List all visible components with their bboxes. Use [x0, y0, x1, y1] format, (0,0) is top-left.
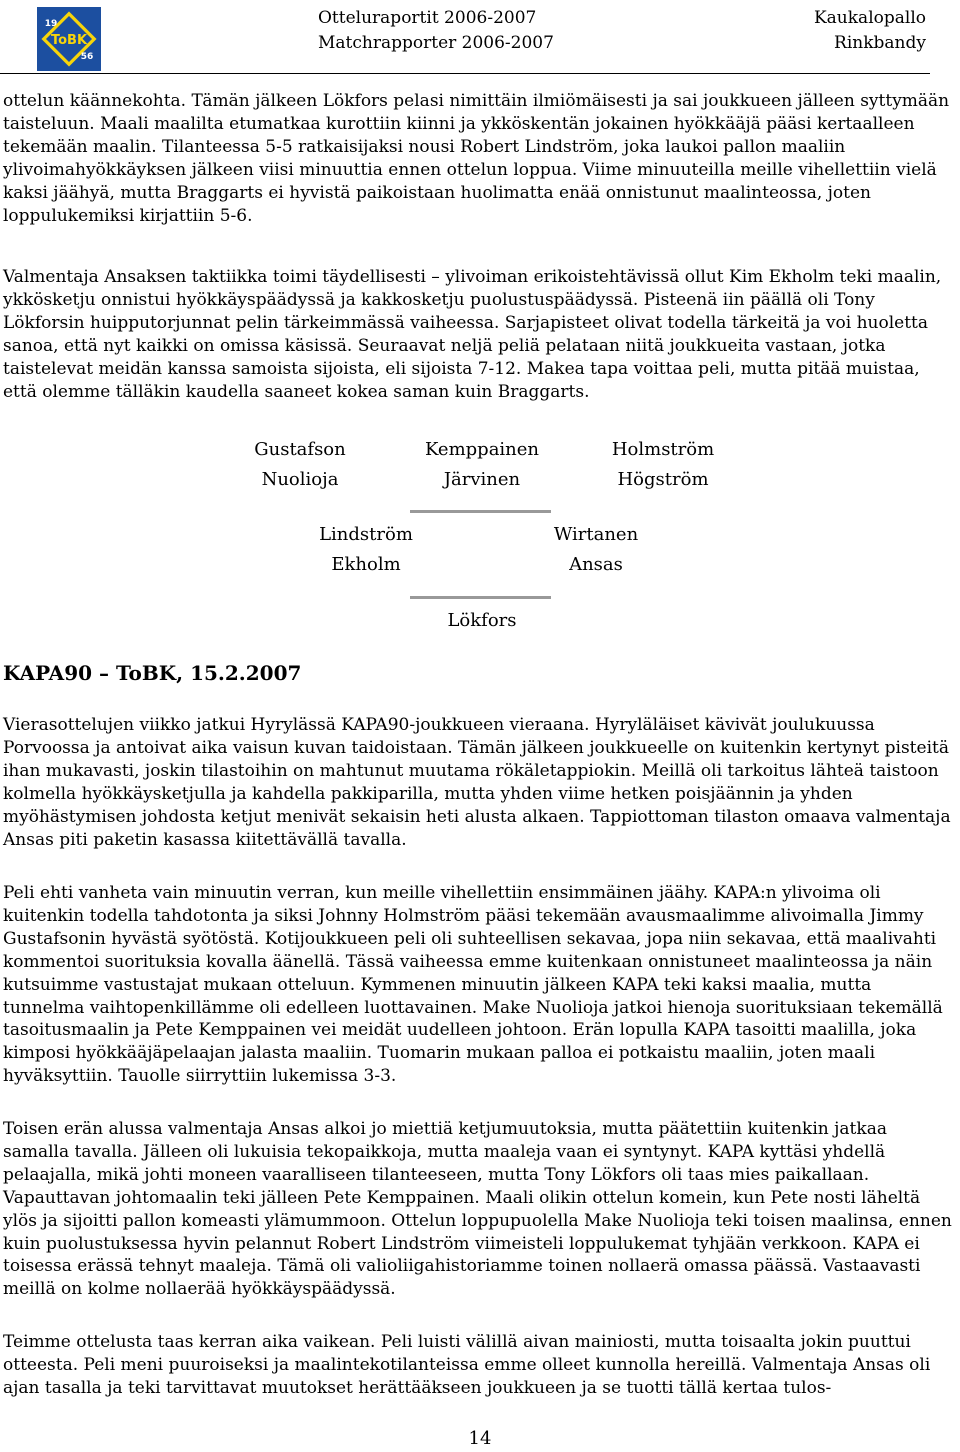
lineup-forward-left-2: Nuolioja [261, 469, 339, 490]
lineup-forward-right-1: Holmström [611, 439, 715, 460]
report-paragraph-4: Teimme ottelusta taas kerran aika vaikean. Peli luisti välillä aivan mainiosti, mutta toisaalta jokin puuttui otteesta. Peli meni puuroiseksi ja maalintekotilanteissa emme olleet kunnolla hereillä. Valmentaja Ansas oli ajan tasalla ja teki tarvittavat muutokset herättääkseen joukkueen ja se tuotti tällä kertaa tulos- [3, 1332, 931, 1398]
report-paragraph-3: Toisen erän alussa valmentaja Ansas alkoi jo miettiä ketjumuutoksia, mutta päätettiin kuitenkin jatkaa samalla tavalla. Jälleen oli lukuisia tekopaikkoja, mutta maaleja vaan ei syntynyt. KAPA kyttäsi yhdellä pelaajalla, mikä johti moneen vaaralliseen tilanteeseen, mutta Tony Lökfors oli taas mies paikallaan. Vapauttavan johtomaalin teki jälleen Pete Kemppainen. Maali olikin ottelun komein, kun Pete nosti läheltä ylös ja sijoitti pallon komeasti ylämummoon. Ottelun loppupuolella Make Nuolioja teki toisen maalinsa, ennen kuin puolustuksessa hyvin pelannut Robert Lindström viimeisteli loppulukemat tyhjään verkkoon. KAPA ei toisessa erässä tehnyt maaleja. Tämä oli valioliigahistoriamme toinen nollaerä omassa päässä. Vastaavasti meillä on kolme nollaerää hyökkäyspäädyssä. [3, 1119, 952, 1300]
lineup-line [410, 596, 551, 599]
lineup-forward-center-1: Kemppainen [424, 439, 540, 460]
logo-year-left: 19 [44, 19, 58, 29]
match-heading: KAPA90 – ToBK, 15.2.2007 [3, 661, 302, 685]
paragraph-coach-tactics: Valmentaja Ansaksen taktiikka toimi täydellisesti – ylivoiman erikoistehtävissä ollut Kim Ekholm teki maalin, ykkösketju onnistui hyökkäyspäädyssä ja kakkosketju puolustuspäädyssä. Pisteenä iin päällä oli Tony Lökforsin huipputorjunnat pelin tärkeimmässä vaiheessa. Sarjapisteet olivat todella tärkeitä ja voi huoletta sanoa, että nyt kaikki on omissa käsissä. Seuraavat neljä peliä pelataan niitä joukkueita vastaan, jotka taistelevat meidän kanssa samoista sijoista, eli sijoista 7-12. Makea tapa voittaa peli, mutta pitää muistaa, että olemme tälläkin kaudella saaneet kokea saman kuin Braggarts. [3, 267, 942, 402]
report-paragraph-1: Vierasottelujen viikko jatkui Hyrylässä KAPA90-joukkueen vieraana. Hyryläläiset kävivät joulukuussa Porvoossa ja antoivat aika vaisun kuvan taidoistaan. Tämän jälkeen joukkueelle on kuitenkin kertynyt pisteitä ihan mukavasti, joskin tilastoihin on mahtunut muutama rökäletappiokin. Meillä oli tarkoitus lähteä taistoon kolmella hyökkäysketjulla ja kahdella pakkiparilla, mutta yhden viime hetken poisjäännin ja yhden myöhästymisen johdosta ketjut menivät sekaisin heti alusta alkaen. Tappiottoman tilaston omaava valmentaja Ansas piti paketin kasassa kiitettävällä tavalla. [3, 715, 951, 850]
lineup-defense-right-2: Ansas [569, 554, 623, 575]
header-sport-fi: Kaukalopallo [813, 8, 926, 28]
header-title-sv: Matchrapporter 2006-2007 [318, 33, 554, 53]
lineup-defense-left-1: Lindström [319, 524, 413, 545]
header-title-fi: Otteluraportit 2006-2007 [318, 8, 537, 28]
page-number: 14 [468, 1428, 492, 1449]
tobk-club-logo-icon [36, 6, 102, 72]
paragraph-continuation: ottelun käännekohta. Tämän jälkeen Lökfors pelasi nimittäin ilmiömäisesti ja sai joukkueen jälleen syttymään taisteluun. Maali maalilta etumatkaa kurottiin kiinni ja ykköskentän jokainen hyökkääjä pääsi kertaalleen tekemään maalin. Tilanteessa 5-5 ratkaisijaksi nousi Robert Lindström, joka laukoi pallon maaliin ylivoimahyökkäyksen jälkeen viisi minuuttia ennen ottelun loppua. Viime minuuteilla meille vihellettiin vielä kaksi jäähyä, mutta Braggarts ei hyvistä paikoistaan huolimatta enää onnistunut maalinteossa, joten loppulukemiksi kirjattiin 5-6. [3, 91, 950, 226]
lineup-goalie: Lökfors [447, 610, 517, 631]
header-divider [0, 73, 930, 74]
club-logo [36, 6, 102, 72]
header-sport-sv: Rinkbandy [834, 33, 926, 53]
header-center [318, 6, 554, 56]
lineup-forward-left-1: Gustafson [254, 439, 346, 460]
logo-text: ToBK [50, 33, 88, 48]
lineup-defense-left-2: Ekholm [331, 554, 401, 575]
lineup-forward-center-2: Järvinen [443, 469, 521, 490]
logo-year-right: 56 [80, 52, 94, 62]
report-paragraph-2: Peli ehti vanheta vain minuutin verran, kun meille vihellettiin ensimmäinen jäähy. KAPA:n ylivoima oli kuitenkin todella tahdotonta ja siksi Johnny Holmström pääsi tekemään avausmaalimme alivoimalla Jimmy Gustafsonin hyvästä syötöstä. Kotijoukkueen peli oli suhteellisen sekavaa, jopa niin sekavaa, että maalivahti kommentoi suorituksia kovalla äänellä. Tässä vaiheessa emme kuitenkaan onnistuneet maalinteossa ja näin kutsuimme vastustajat mukaan otteluun. Kymmenen minuutin jälkeen KAPA teki kaksi maalia, mutta tunnelma vaihtopenkillämme oli edelleen luottavainen. Make Nuolioja jatkoi hienoja suorituksiaan tekemällä tasoitusmaalin ja Pete Kemppainen vei meidät uudelleen johtoon. Erän lopulla KAPA tasoitti maalilla, joka kimposi hyökkääjäpelaajan jalasta maaliin. Tuomarin mukaan palloa ei potkaistu maaliin, joten maali hyväksyttiin. Tauolle siirryttiin lukemissa 3-3. [3, 883, 943, 1087]
header-right [814, 6, 926, 56]
lineup-line [410, 510, 551, 513]
lineup-defense-right-1: Wirtanen [553, 524, 639, 545]
lineup-forward-right-2: Högström [617, 469, 709, 490]
